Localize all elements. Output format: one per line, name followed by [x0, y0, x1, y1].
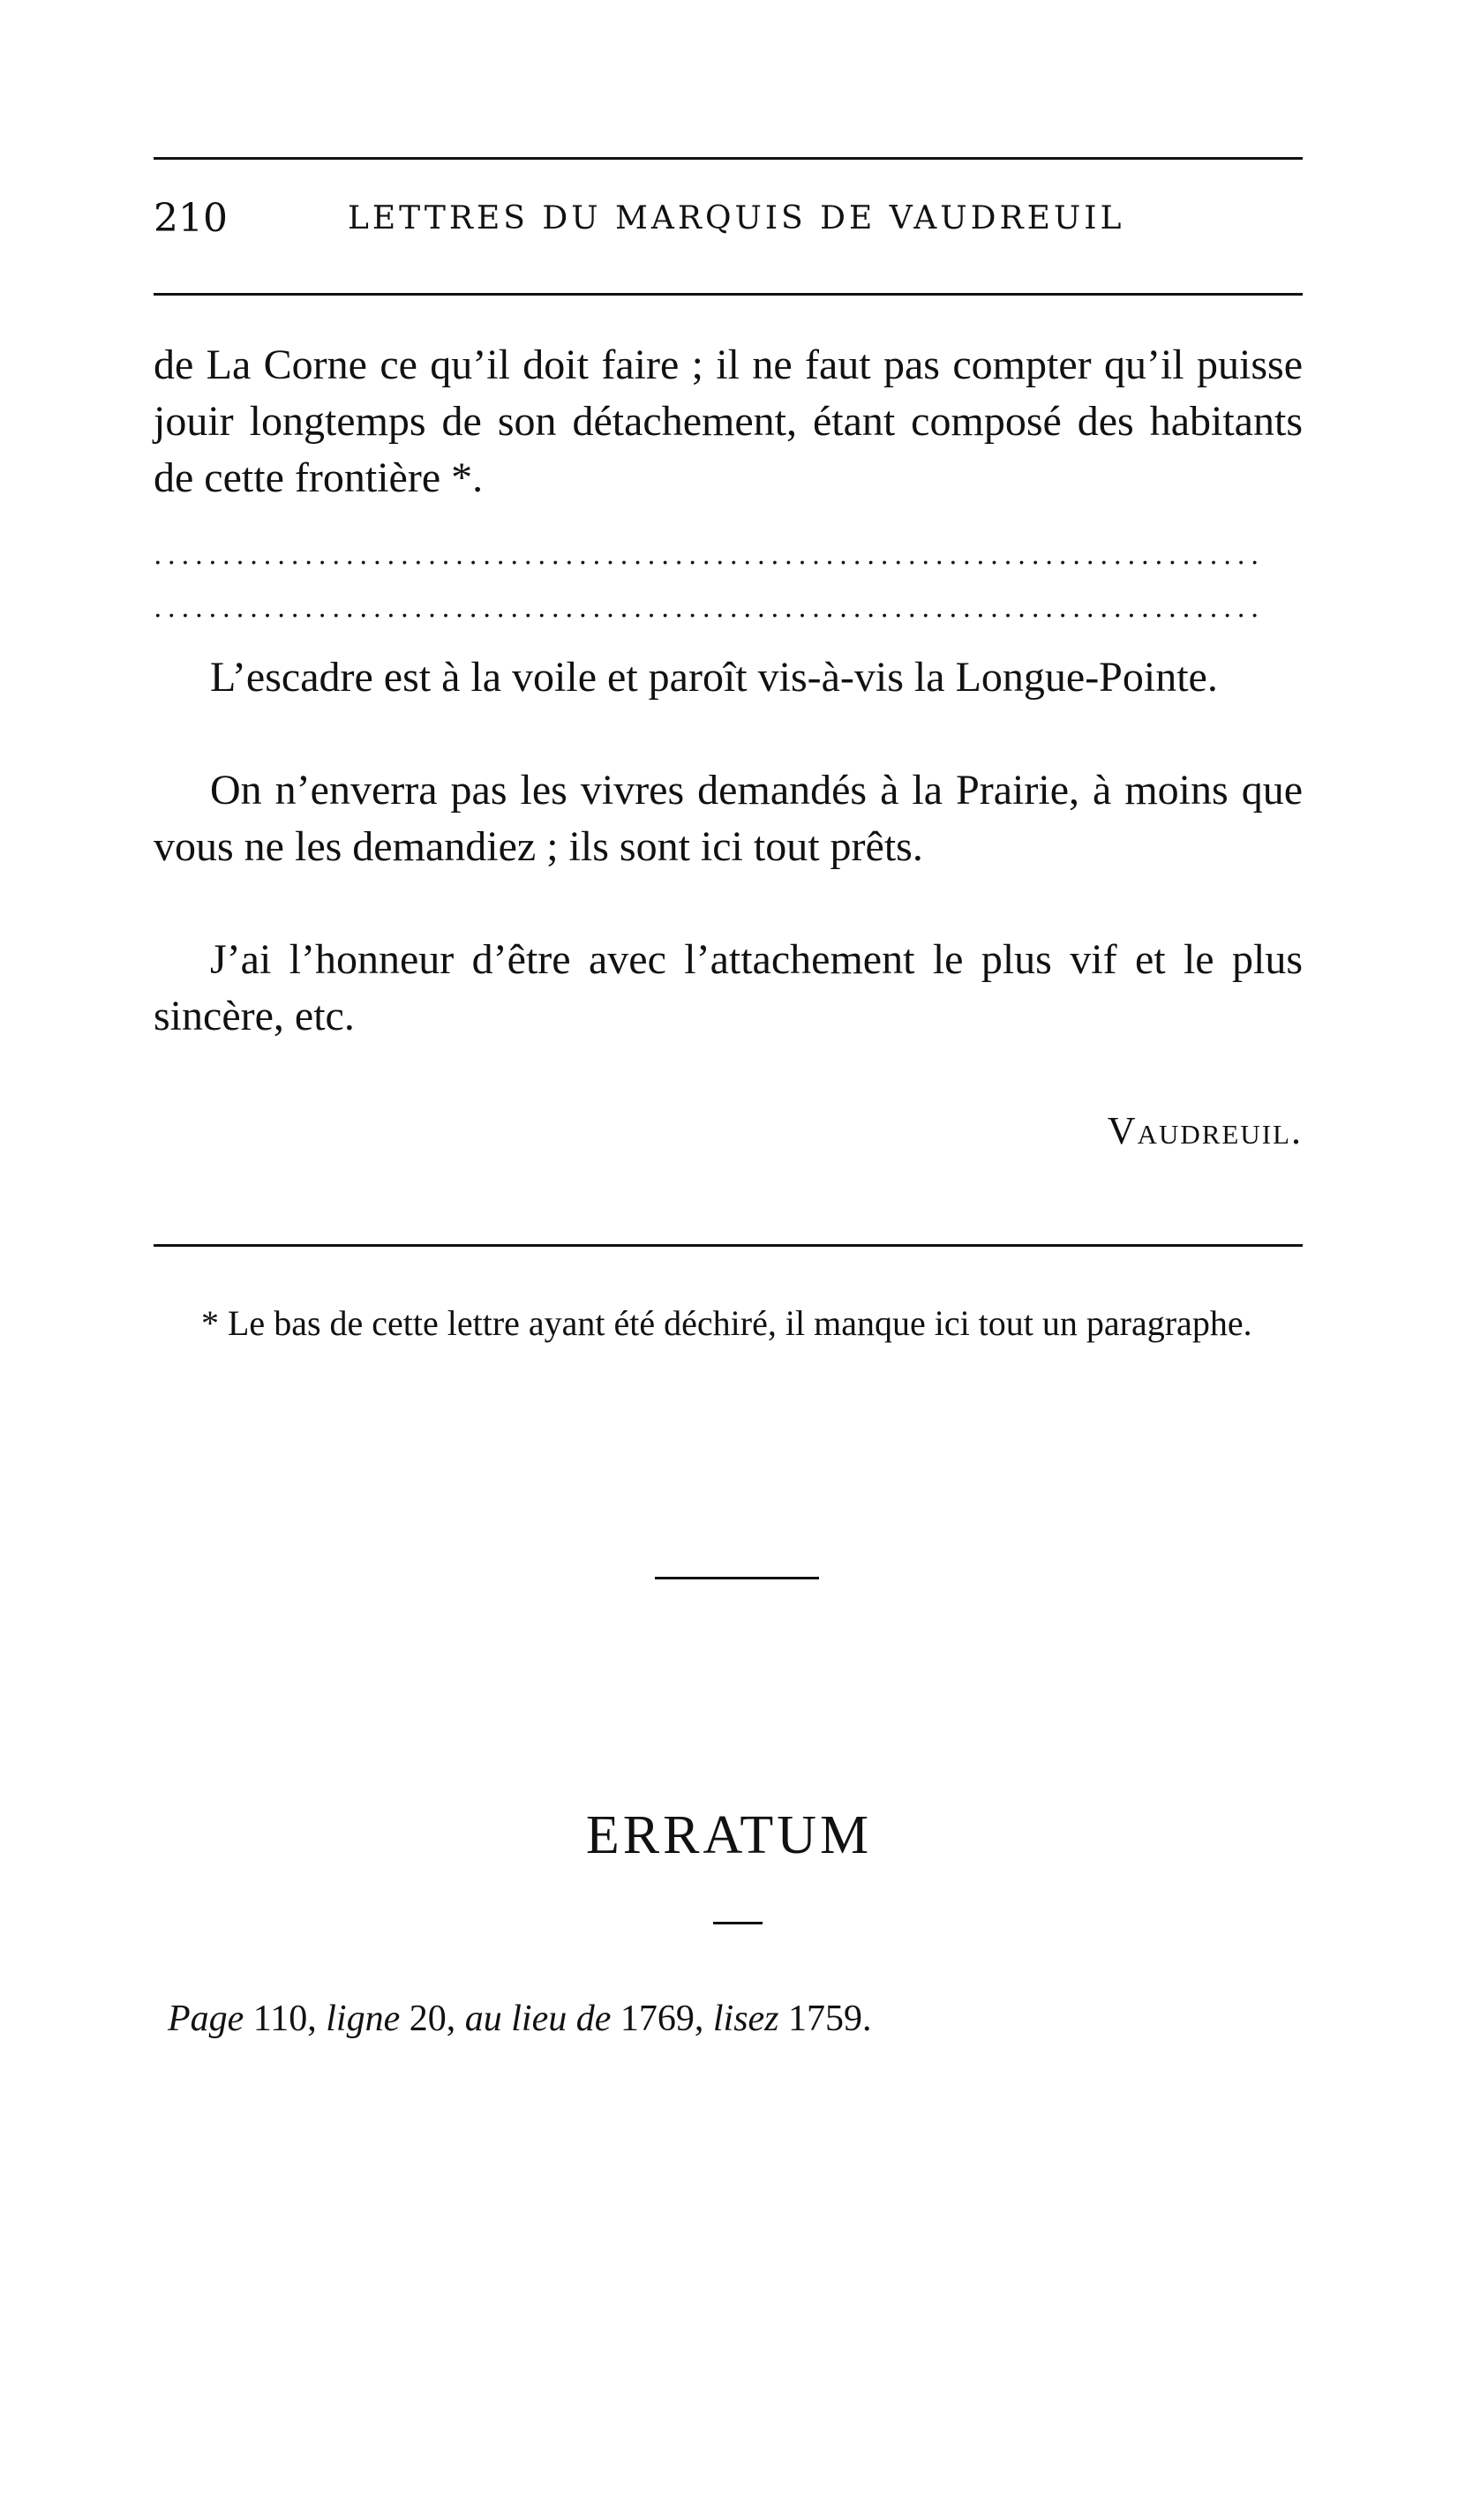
footnote: * Le bas de cette lettre ayant été déchiré, il manque ici tout un paragraphe.: [201, 1303, 1252, 1343]
erratum-wrong-value: 1769,: [620, 1999, 704, 2039]
ellipsis-line-2: .................................................................................: [154, 593, 1265, 624]
page-number: 210: [154, 196, 228, 241]
running-title: LETTRES DU MARQUIS DE VAUDREUIL: [348, 200, 1125, 236]
erratum-word-lisez: lisez: [712, 1999, 779, 2039]
erratum-page-value: 110,: [252, 1999, 317, 2039]
erratum-line: [168, 1992, 1315, 2045]
header-top-rule: [154, 157, 1303, 160]
erratum-word-ligne: ligne: [326, 1999, 401, 2039]
erratum-dash: [713, 1922, 763, 1924]
paragraph-3: On n’enverra pas les vivres demandés à la Prairie, à moins que vous ne les demandiez ; ils sont ici tout prêts.: [154, 767, 1303, 870]
section-divider: [655, 1577, 819, 1579]
erratum-word-page: Page: [168, 1999, 244, 2039]
erratum-correct-value: 1759.: [788, 1999, 872, 2039]
erratum-title: ERRATUM: [585, 1805, 873, 1865]
footnote-rule: [154, 1244, 1303, 1247]
erratum-word-au-lieu-de: au lieu de: [464, 1999, 612, 2039]
ellipsis-line-1: .................................................................................: [154, 540, 1265, 571]
paragraph-4: J’ai l’honneur d’être avec l’attachement le plus vif et le plus sincère, etc.: [154, 936, 1303, 1039]
erratum-ligne-value: 20,: [409, 1999, 456, 2039]
paragraph-2: L’escadre est à la voile et paroît vis-à-vis la Longue-Pointe.: [210, 654, 1218, 701]
header-bottom-rule: [154, 293, 1303, 296]
running-head: [154, 192, 1303, 245]
signature: Vaudreuil.: [1107, 1109, 1303, 1152]
paragraph-1: de La Corne ce qu’il doit faire ; il ne faut pas compter qu’il puisse jouir longtemps de son détachement, étant composé des habitants de cette frontière *.: [154, 341, 1303, 501]
